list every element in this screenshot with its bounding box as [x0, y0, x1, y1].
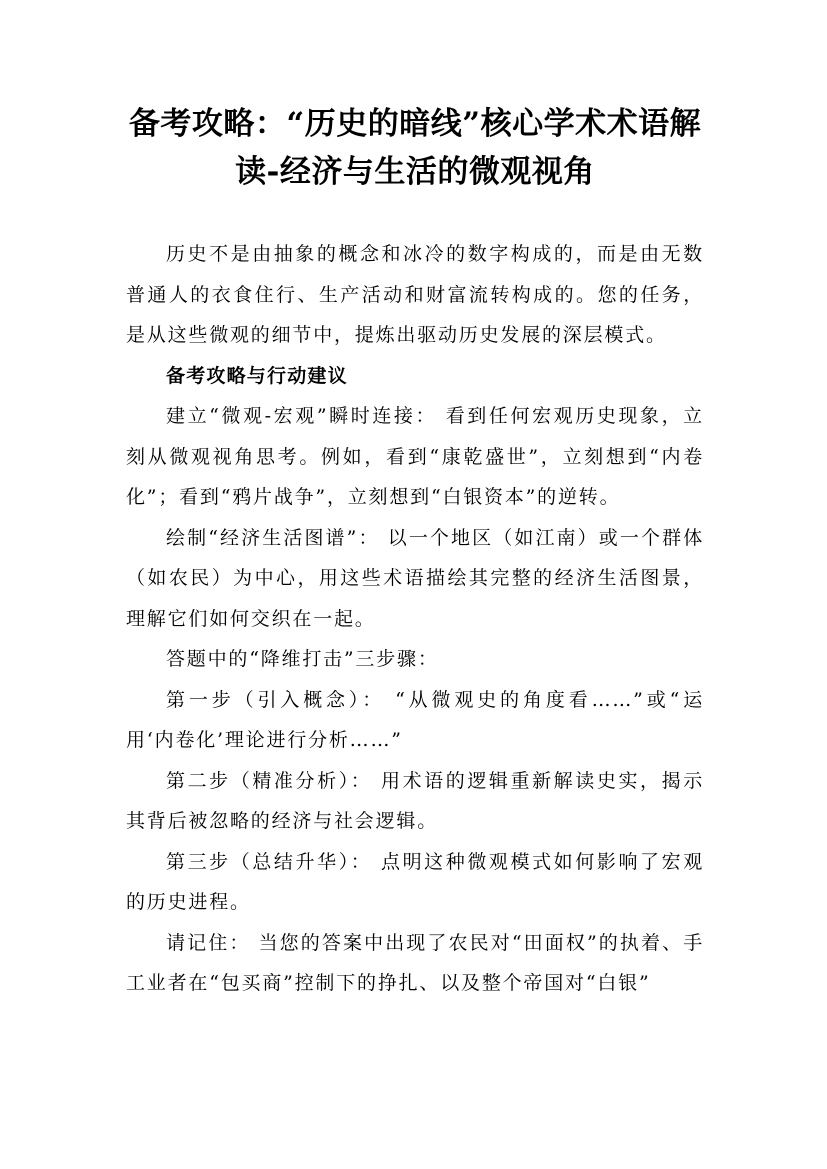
advice-paragraph-three-steps: 答题中的“降维打击”三步骤： — [166, 648, 439, 670]
intro-paragraph: 历史不是由抽象的概念和冰冷的数字构成的，而是由无数普通人的衣食住行、生产活动和财富流转构成的。您的任务，是从这些微观的细节中，提炼出驱动历史发展的深层模式。 — [126, 243, 704, 346]
section-heading: 备考攻略与行动建议 — [166, 364, 348, 387]
remember-paragraph: 请记住： 当您的答案中出现了农民对“田面权”的执着、手工业者在“包买商”控制下的挣扎、以及整个帝国对“白银” — [126, 931, 704, 994]
title-line-1: 备考攻略：“历史的暗线”核心学术术语解 — [128, 106, 702, 142]
document-title — [120, 100, 710, 196]
step-one-paragraph: 第一步（引入概念）： “从微观史的角度看……”或“运用‘内卷化’理论进行分析……” — [126, 688, 704, 751]
advice-paragraph-economic-map: 绘制“经济生活图谱”： 以一个地区（如江南）或一个群体（如农民）为中心，用这些术语描绘其完整的经济生活图景，理解它们如何交织在一起。 — [126, 526, 704, 630]
title-line-2: 读-经济与生活的微观视角 — [235, 154, 595, 190]
step-two-paragraph: 第二步（精准分析）： 用术语的逻辑重新解读史实，揭示其背后被忽略的经济与社会逻辑。 — [126, 769, 704, 832]
advice-paragraph-micro-macro: 建立“微观-宏观”瞬时连接： 看到任何宏观历史现象，立刻从微观视角思考。例如，看到“康乾盛世”，立刻想到“内卷化”；看到“鸦片战争”，立刻想到“白银资本”的逆转。 — [126, 405, 704, 508]
document-body — [126, 234, 704, 1004]
step-three-paragraph: 第三步（总结升华）： 点明这种微观模式如何影响了宏观的历史进程。 — [126, 850, 704, 913]
